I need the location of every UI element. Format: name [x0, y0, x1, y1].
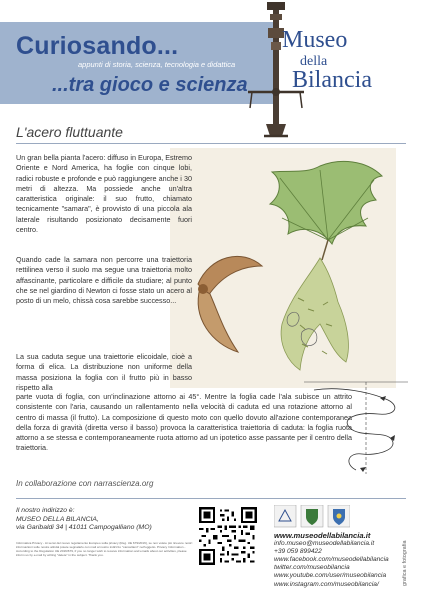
article-paragraph-3: La sua caduta segue una traiettorie elicoidale, cioè a forma di elica. La distribuzione non uniforme della massa posiziona la foglia con il frutto più in basso rispetto alla [16, 352, 192, 392]
article-paragraph-1: Un gran bella pianta l'acero: diffuso in Europa, Estremo Oriente e Nord America, ha foglie con cinque lobi, radici robuste e profonde e può raggiungere anche i 30 metri di altezza. Ma possiede anche un'altra caratteristica originale: il suo frutto, chiamato tecnicamente "samara", è provvisto di una piccola ala laterale risultando posizionato decisamente fuori centro. [16, 153, 192, 235]
partner-logos [274, 505, 350, 529]
page-tagline: ...tra gioco e scienza [52, 74, 248, 96]
maple-illustration [170, 148, 396, 388]
article-paragraph-4: parte vuota di foglia, con un'inclinazione attorno ai 45°. Mentre la foglia cade l'ala subisce un attrito consistente con l'aria, causando un rallentamento nella velocità di caduta ed una rotazione attorno al centro di massa (il frutto). La composizione di questo moto con quello dovuto all'azione contemporanea della forza di gravità (diretta verso il basso) provoca la caratteristica traiettoria di caduta: la foglia ruota attorno a se stessa e contemporaneamente ruota attorno ad un ipotetico asse passante per il centro della traiettoria. [16, 392, 352, 453]
footer-divider [16, 498, 406, 499]
qr-code-icon[interactable] [199, 507, 257, 565]
address-name: MUSEO DELLA BILANCIA, [16, 515, 99, 523]
museum-name-line2: della [300, 54, 328, 69]
facebook-link[interactable]: www.facebook.com/museodellabilancia [274, 556, 389, 564]
page-subtitle: appunti di storia, scienza, tecnologia e didattica [78, 60, 236, 69]
page-title: Curiosando... [16, 32, 179, 60]
address-block [16, 507, 152, 533]
title-divider [16, 143, 406, 144]
youtube-link[interactable]: www.youtube.com/user/museobilancia [274, 572, 387, 580]
phone-number: +39 059 899422 [274, 548, 322, 556]
website-link[interactable]: www.museodellabilancia.it [274, 531, 371, 540]
header [0, 0, 424, 112]
privacy-notice: Informativa Privacy - Ai sensi del nuovo regolamento Europeo sulla privacy (Reg. UE 679/2016), se non volete più ricevere nostri informazioni sulle nostre attività potete segnalarlo con mail al nostro indirizzo "cancellami" nell'oggetto. Privacy Information - According to the Regulation UE 2016/679, if you no longer wish to receive information and emails about our activities, please inform us by e-mail by writing "delete" in the subject. Thank you. [16, 541, 193, 558]
article-paragraph-2: Quando cade la samara non percorre una traiettoria rettilinea verso il suolo ma segue una traiettoria molto affascinante, particolare e difficile da studiare; al punto che se nel giardino di Newton ci fosse stato un acero al posto di un melo, chissà cosa sarebbe successo... [16, 255, 192, 306]
museum-name-line1: Museo [282, 27, 348, 53]
email-link[interactable]: info.museo@museodellabilancia.it [274, 540, 375, 548]
design-credit: grafica e fotografia [402, 540, 408, 586]
article-title: L'acero fluttuante [16, 124, 123, 140]
instagram-link[interactable]: www.instagram.com/museobilancia/ [274, 580, 379, 588]
twitter-link[interactable]: twitter.com/museobilancia [274, 564, 350, 572]
collaboration-credit: In collaborazione con narrascienza.org [16, 479, 154, 488]
contacts-block [274, 532, 389, 589]
helical-trajectory-diagram [300, 378, 412, 478]
address-street: via Garibaldi 34 | 41011 Campogalliano (MO) [16, 524, 152, 531]
museum-name-line3: Bilancia [292, 67, 372, 93]
address-label: Il nostro indirizzo è: [16, 507, 75, 514]
